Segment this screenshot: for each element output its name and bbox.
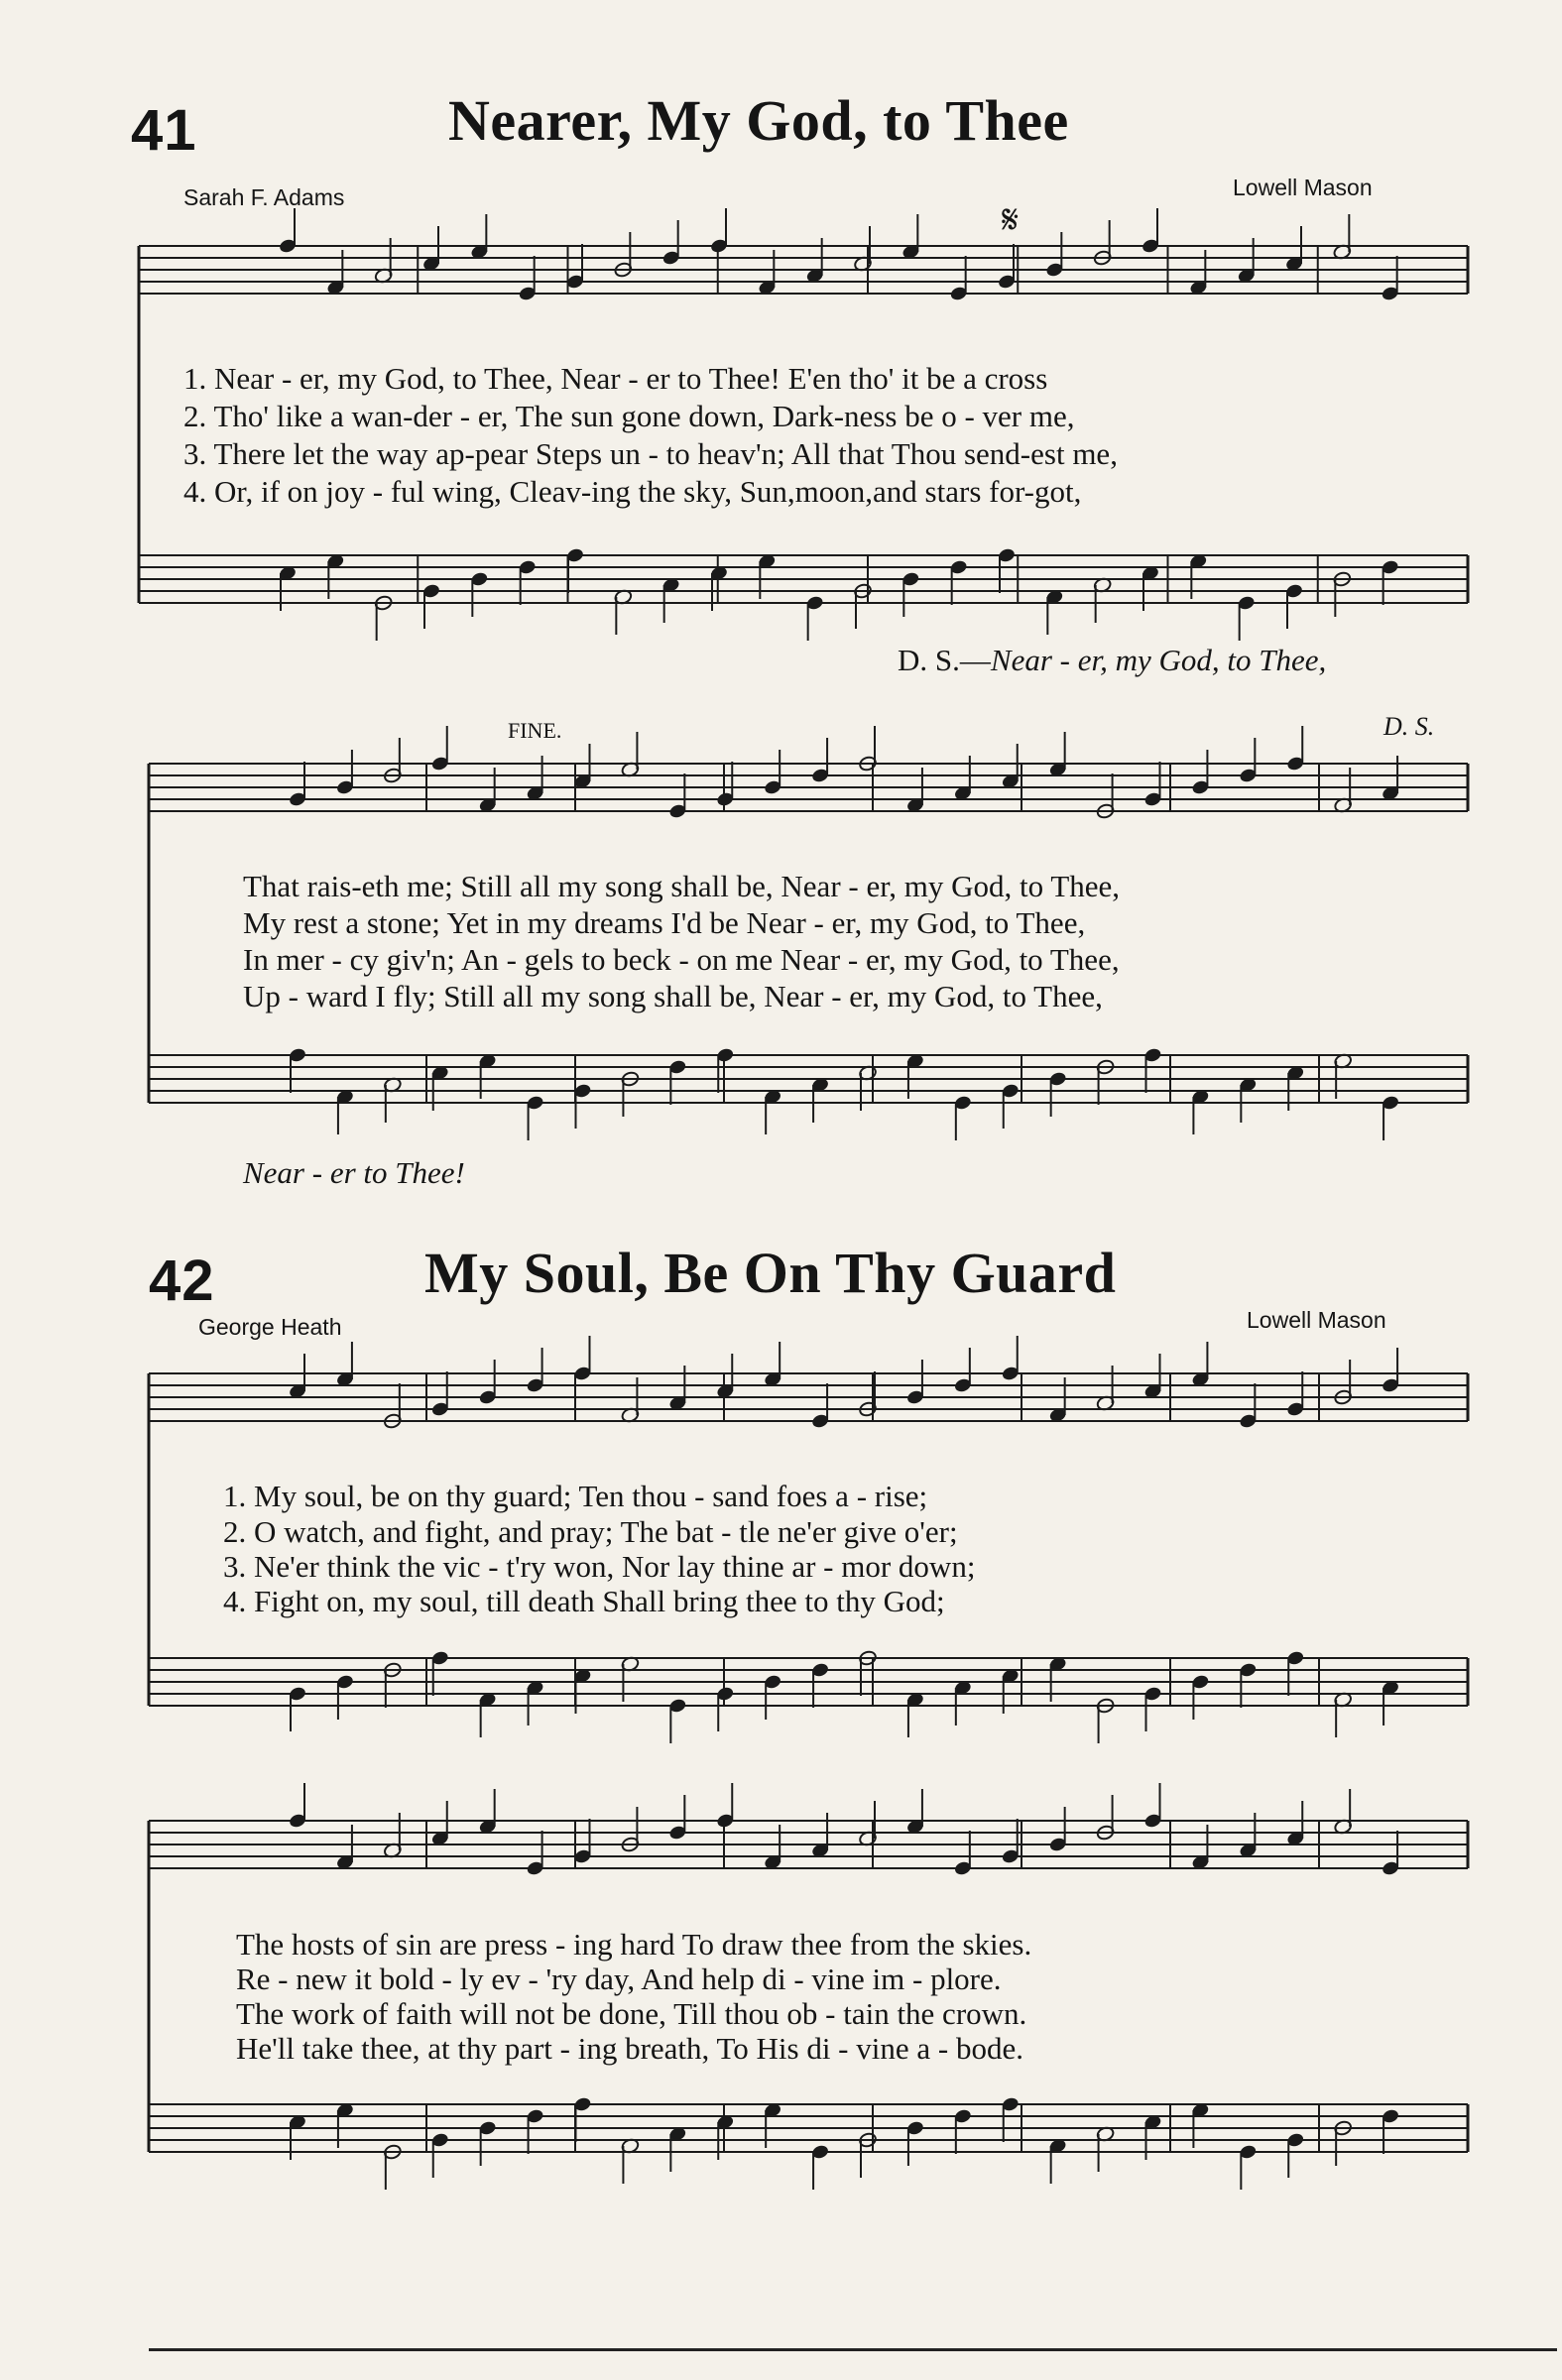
verse-line: 2. O watch, and fight, and pray; The bat - tle ne'er give o'er; — [223, 1514, 958, 1549]
lyricist-credit: Sarah F. Adams — [183, 184, 345, 210]
page-bottom-rule — [149, 2348, 1557, 2351]
ds-instruction — [898, 643, 1326, 678]
verse-line: 2. Tho' like a wan-der - er, The sun gone down, Dark-ness be o - ver me, — [183, 399, 1075, 433]
ds-prefix: D. S.— — [898, 643, 991, 677]
verse-line: The work of faith will not be done, Till thou ob - tain the crown. — [236, 1996, 1027, 2031]
refrain-ending: Near - er to Thee! — [243, 1155, 465, 1190]
segno-sign: 𝄋 — [1002, 197, 1020, 242]
composer-credit: Lowell Mason — [1247, 1307, 1386, 1333]
verse-line: 3. Ne'er think the vic - t'ry won, Nor lay thine ar - mor down; — [223, 1549, 976, 1584]
verse-line: 1. My soul, be on thy guard; Ten thou - sand foes a - rise; — [223, 1479, 928, 1513]
hymn-title: My Soul, Be On Thy Guard — [424, 1241, 1117, 1305]
verse-line: My rest a stone; Yet in my dreams I'd be Near - er, my God, to Thee, — [243, 905, 1086, 940]
hymn-title: Nearer, My God, to Thee — [448, 88, 1069, 153]
composer-credit: Lowell Mason — [1233, 175, 1373, 200]
verse-line: Up - ward I fly; Still all my song shall be, Near - er, my God, to Thee, — [243, 979, 1103, 1013]
verse-line: That rais-eth me; Still all my song shall be, Near - er, my God, to Thee, — [243, 869, 1121, 903]
verse-line: 3. There let the way ap-pear Steps un - to heav'n; All that Thou send-est me, — [183, 436, 1118, 471]
lyricist-credit: George Heath — [198, 1314, 342, 1340]
verse-line: The hosts of sin are press - ing hard To draw thee from the skies. — [236, 1927, 1032, 1962]
verse-line: He'll take thee, at thy part - ing breath, To His di - vine a - bode. — [236, 2031, 1023, 2066]
verse-line: Re - new it bold - ly ev - 'ry day, And help di - vine im - plore. — [236, 1962, 1002, 1996]
verse-line: In mer - cy giv'n; An - gels to beck - on me Near - er, my God, to Thee, — [243, 942, 1120, 977]
fine-marker: FINE. — [508, 718, 562, 743]
ds-marker: D. S. — [1383, 712, 1435, 741]
verse-line: 1. Near - er, my God, to Thee, Near - er to Thee! E'en tho' it be a cross — [183, 361, 1048, 396]
hymn-number: 41 — [131, 98, 197, 163]
verse-line: 4. Fight on, my soul, till death Shall bring thee to thy God; — [223, 1584, 945, 1618]
ds-text: Near - er, my God, to Thee, — [990, 643, 1327, 677]
hymn-number: 42 — [149, 1249, 215, 1313]
verse-line: 4. Or, if on joy - ful wing, Cleav-ing the sky, Sun,moon,and stars for-got, — [183, 474, 1082, 509]
